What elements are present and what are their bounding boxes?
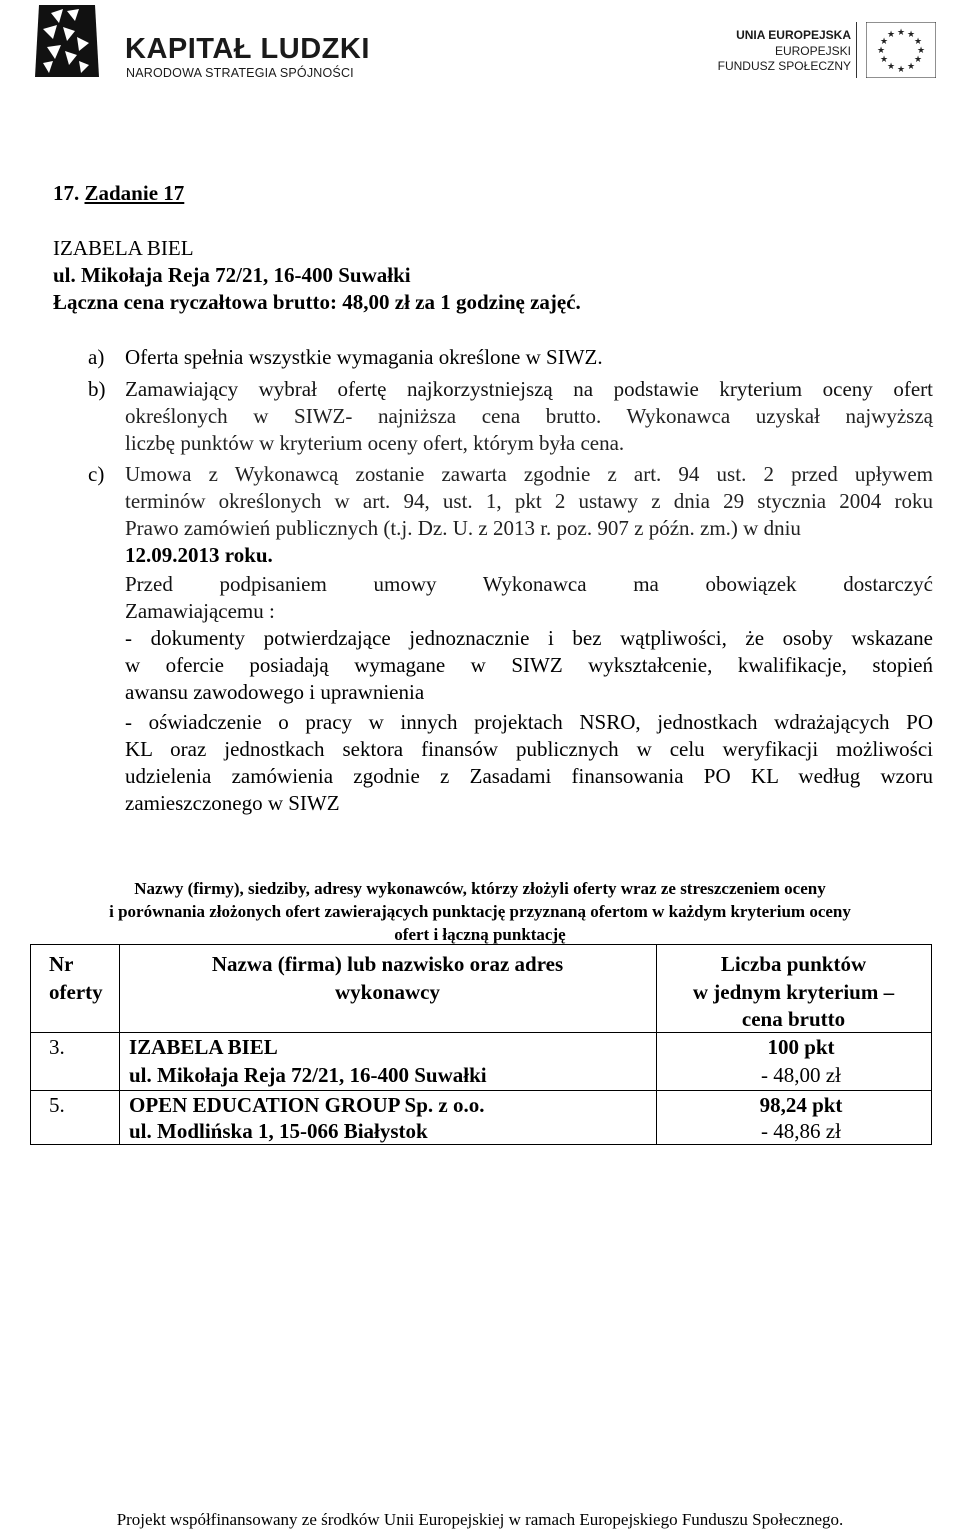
- eu-logo-line2: EUROPEJSKI: [774, 44, 851, 58]
- item-b-line2: określonych w SIWZ- najniższa cena brutto. Wykonawca uzyskał najwyższą: [125, 404, 933, 428]
- item-c-line3: Prawo zamówień publicznych (t.j. Dz. U. z 2013 r. poz. 907 z późn. zm.) w dniu: [125, 516, 801, 540]
- svg-text:★: ★: [896, 65, 906, 75]
- documents-line1: - dokumenty potwierdzające jednoznacznie i bez wątpliwości, że osoby wskazane: [125, 626, 933, 650]
- declaration-line1: - oświadczenie o pracy w innych projektach NSRO, jednostkach wdrażających PO: [125, 710, 933, 734]
- item-a-text: Oferta spełnia wszystkie wymagania określone w SIWZ.: [125, 345, 603, 369]
- svg-text:★: ★: [916, 46, 926, 56]
- declaration-line3: udzielenia zamówienia zgodnie z Zasadami finansowania PO KL według wzoru: [125, 764, 933, 788]
- table-row-address: ul. Modlińska 1, 15-066 Białystok: [129, 1119, 428, 1143]
- item-c-line1: Umowa z Wykonawcą zostanie zawarta zgodnie z art. 94 ust. 2 przed upływem: [125, 462, 933, 486]
- table-caption-line3: ofert i łączną punktację: [394, 925, 566, 944]
- svg-text:★: ★: [876, 46, 886, 56]
- column-header-nr: Nr: [49, 952, 74, 976]
- svg-text:★: ★: [879, 55, 889, 65]
- svg-text:★: ★: [896, 28, 906, 38]
- obligation-line1: Przed podpisaniem umowy Wykonawca ma obowiązek dostarczyć: [125, 572, 933, 596]
- kapital-ludzki-subtitle: NARODOWA STRATEGIA SPÓJNOŚCI: [126, 66, 354, 80]
- table-row-nr: 5.: [49, 1093, 65, 1117]
- table-row-address: ul. Mikołaja Reja 72/21, 16-400 Suwałki: [129, 1063, 487, 1087]
- section-number: 17.: [53, 181, 80, 205]
- table-row-nr: 3.: [49, 1035, 65, 1059]
- contractor-name: IZABELA BIEL: [53, 236, 194, 260]
- svg-text:★: ★: [879, 37, 889, 47]
- item-a-label: a): [88, 345, 105, 369]
- svg-text:★: ★: [906, 30, 916, 40]
- svg-text:★: ★: [913, 55, 923, 65]
- svg-text:★: ★: [906, 62, 916, 72]
- kapital-ludzki-emblem-icon: [33, 3, 113, 81]
- column-header-points-2: w jednym kryterium –: [692, 980, 895, 1004]
- item-b-label: b): [88, 377, 106, 401]
- table-row-price: - 48,86 zł: [761, 1119, 841, 1143]
- obligation-line2: Zamawiającemu :: [125, 599, 275, 623]
- svg-text:★: ★: [886, 30, 896, 40]
- table-row-price: - 48,00 zł: [761, 1063, 841, 1087]
- column-header-name: Nazwa (firma) lub nazwisko oraz adres: [211, 952, 564, 976]
- table-caption-line1: Nazwy (firmy), siedziby, adresy wykonawców, którzy złożyli oferty wraz ze streszczeniem oceny: [134, 879, 826, 898]
- eu-stars-flag-icon: [866, 22, 936, 78]
- table-row-points: 100 pkt: [767, 1035, 835, 1059]
- declaration-line4: zamieszczonego w SIWZ: [125, 791, 340, 815]
- eu-logo-divider: [856, 22, 857, 78]
- eu-fund-logo: [716, 22, 941, 92]
- table-row-name: OPEN EDUCATION GROUP Sp. z o.o.: [129, 1093, 485, 1117]
- column-header-points-3: cena brutto: [741, 1007, 846, 1031]
- section-title: Zadanie 17: [84, 181, 185, 205]
- section-heading: [53, 180, 184, 207]
- kapital-ludzki-logo: [33, 3, 370, 81]
- table-row-name: IZABELA BIEL: [129, 1035, 278, 1059]
- table-row-points: 98,24 pkt: [759, 1093, 843, 1117]
- contractor-address: ul. Mikołaja Reja 72/21, 16-400 Suwałki: [53, 263, 411, 287]
- svg-text:★: ★: [886, 62, 896, 72]
- column-header-oferty: oferty: [49, 980, 103, 1004]
- eu-logo-line1: UNIA EUROPEJSKA: [736, 28, 851, 42]
- item-b-line3: liczbę punktów w kryterium oceny ofert, którym była cena.: [125, 431, 625, 455]
- column-header-name-2: wykonawcy: [334, 980, 440, 1004]
- page-footer: Projekt współfinansowany ze środków Unii Europejskiej w ramach Europejskiego Funduszu Społecznego.: [116, 1510, 844, 1529]
- documents-line2: w ofercie posiadają wymagane w SIWZ wykształcenie, kwalifikacje, stopień: [125, 653, 933, 677]
- item-b-line1: Zamawiający wybrał ofertę najkorzystniejszą na podstawie kryterium oceny ofert: [125, 377, 933, 401]
- table-caption-line2: i porównania złożonych ofert zawierających punktację przyznaną ofertom w każdym kryterium oceny: [109, 902, 851, 921]
- declaration-line2: KL oraz jednostkach sektora finansów publicznych w celu weryfikacji możliwości: [125, 737, 933, 761]
- item-c-date: 12.09.2013 roku.: [125, 543, 273, 567]
- documents-line3: awansu zawodowego i uprawnienia: [125, 680, 425, 704]
- offers-table: [30, 944, 932, 1145]
- item-c-label: c): [88, 462, 105, 486]
- eu-logo-line3: FUNDUSZ SPOŁECZNY: [717, 59, 851, 73]
- svg-text:★: ★: [913, 37, 923, 47]
- item-c-line2: terminów określonych w art. 94, ust. 1, pkt 2 ustawy z dnia 29 stycznia 2004 roku: [125, 489, 933, 513]
- kapital-ludzki-title: KAPITAŁ LUDZKI: [125, 33, 370, 65]
- column-header-points: Liczba punktów: [720, 952, 867, 976]
- total-price: Łączna cena ryczałtowa brutto: 48,00 zł za 1 godzinę zajęć.: [53, 290, 581, 314]
